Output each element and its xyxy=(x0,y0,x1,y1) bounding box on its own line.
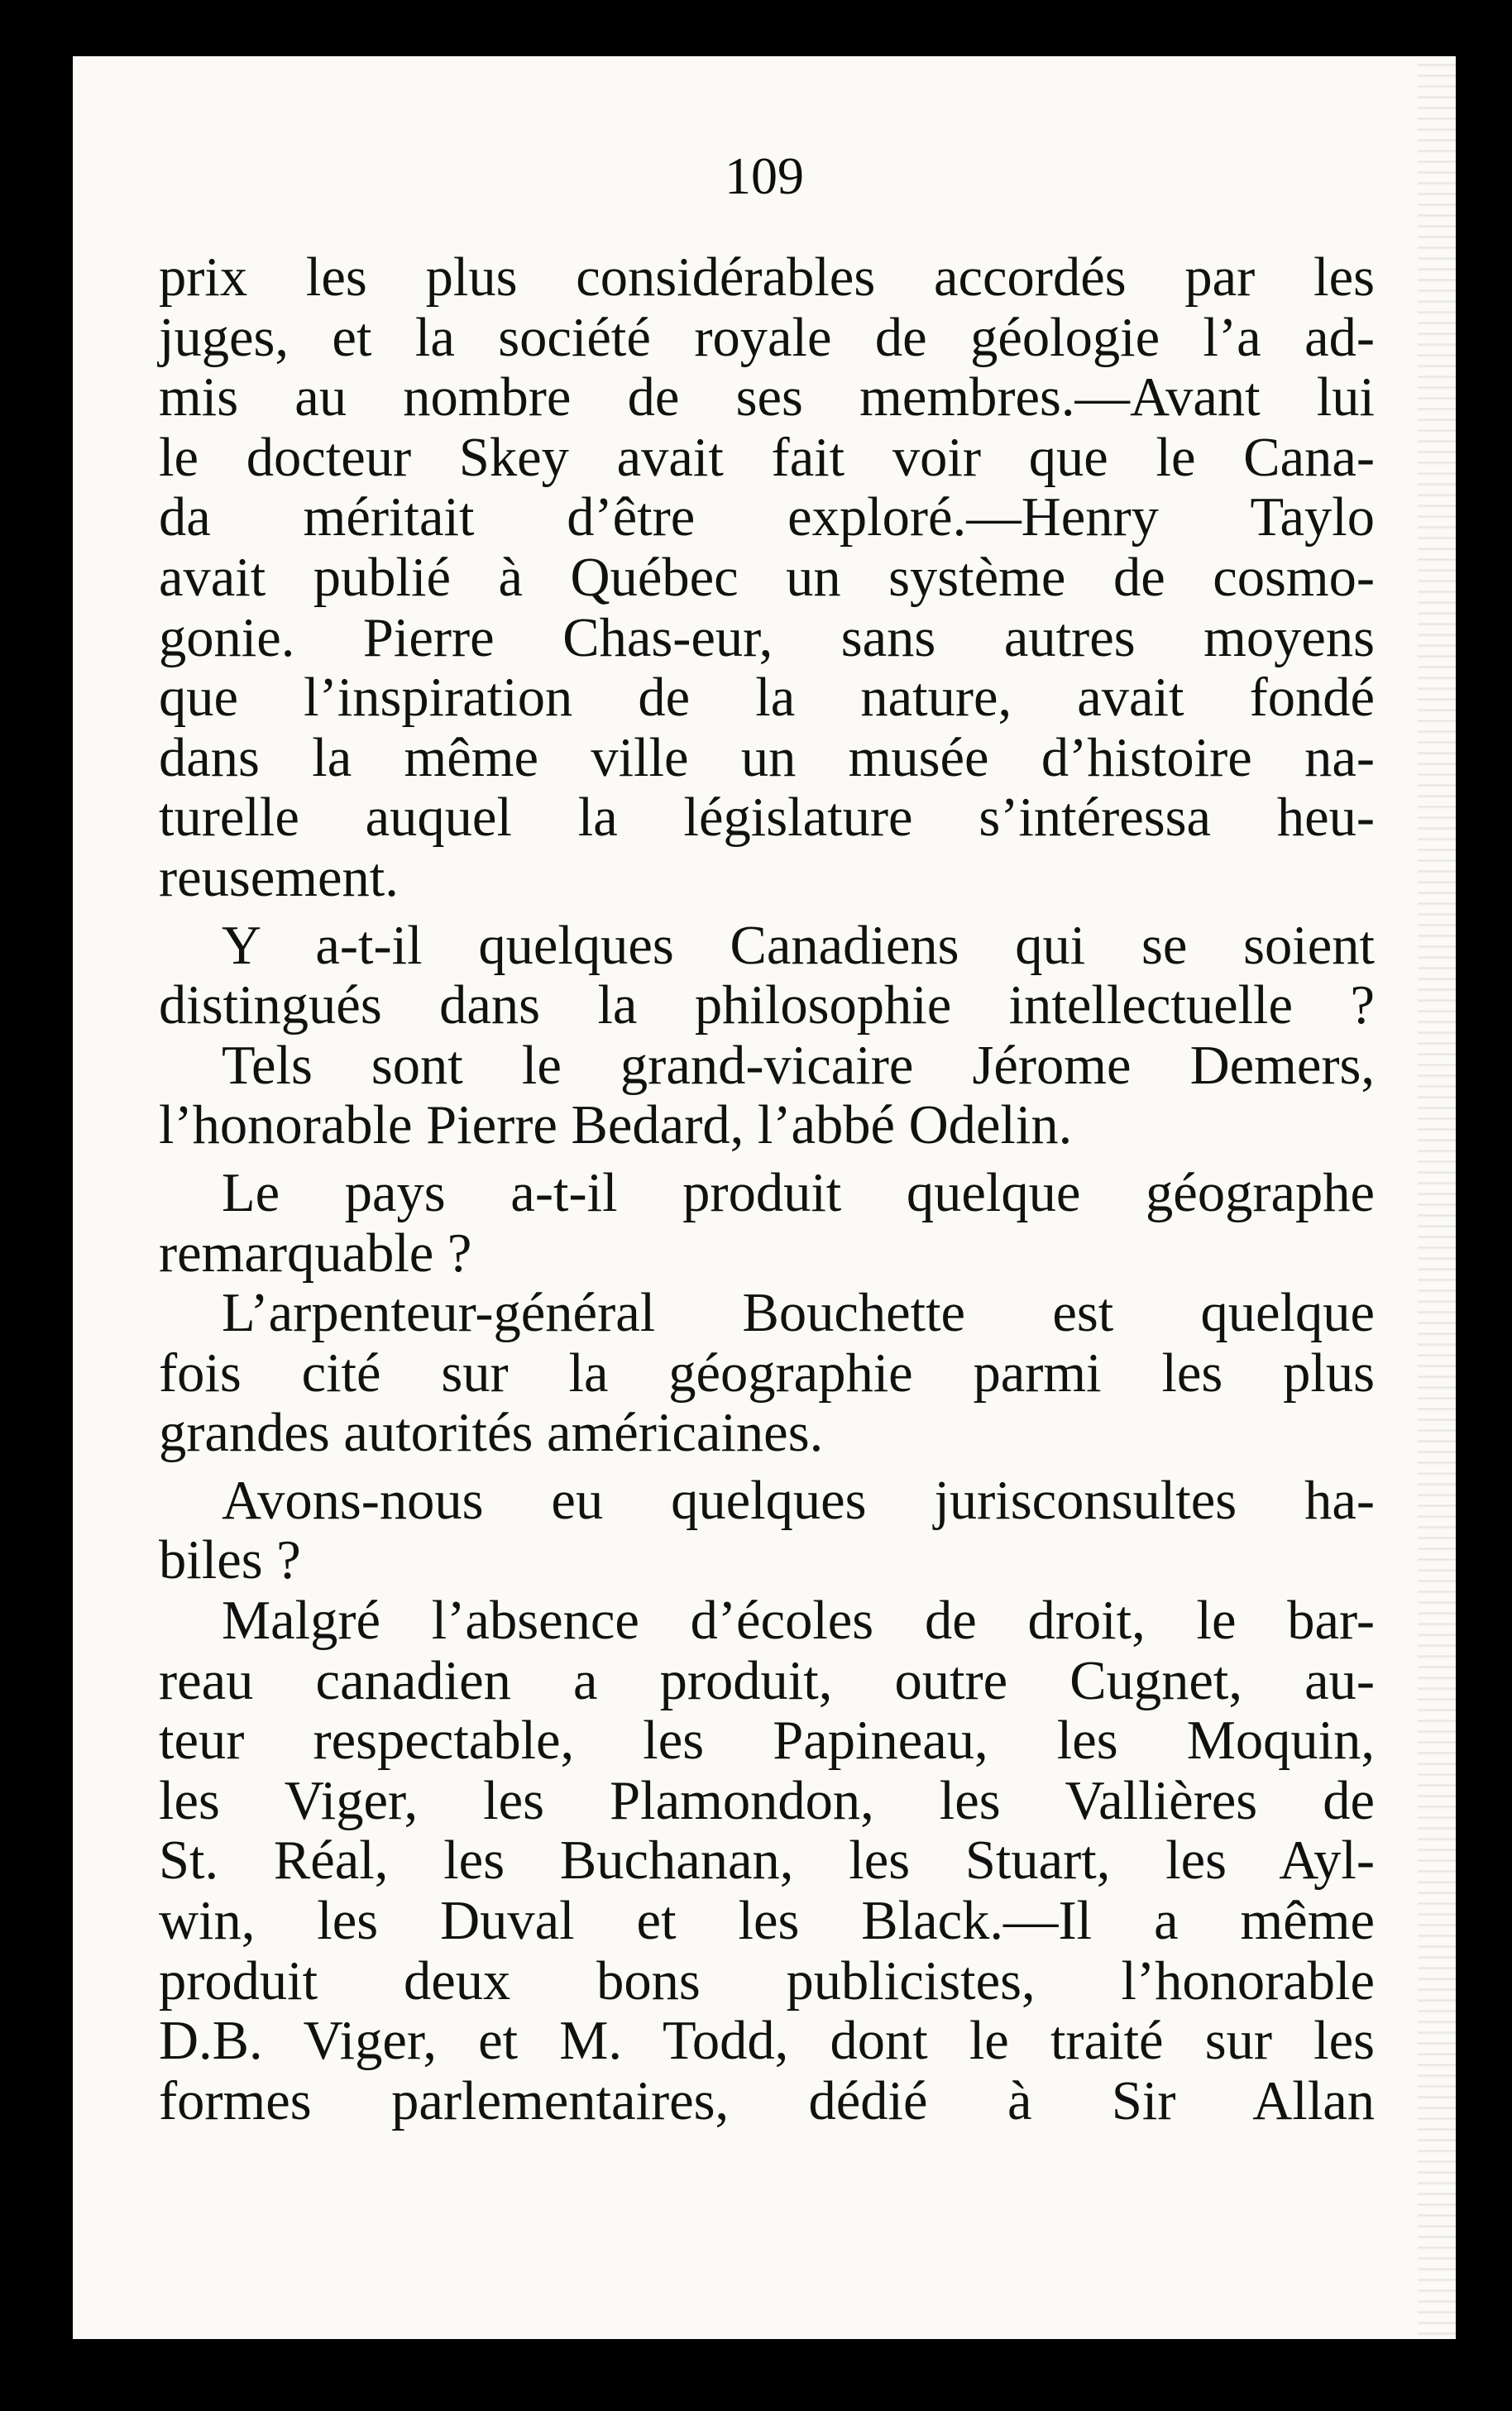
question-line: biles ? xyxy=(159,1530,301,1591)
page-number: 109 xyxy=(725,146,804,205)
question-line: Le pays a-t-il produit quelque géographe xyxy=(222,1162,1375,1223)
text-line: reusement. xyxy=(159,847,399,908)
text-line: que l’inspiration de la nature, avait fondé xyxy=(159,667,1375,729)
answer-line: Malgré l’absence d’écoles de droit, le bar- xyxy=(222,1591,1375,1652)
body-text xyxy=(159,248,1375,2131)
answer-line: Tels sont le grand-vicaire Jérome Demers, xyxy=(222,1035,1375,1096)
text-line: gonie. Pierre Chas-eur, sans autres moyens xyxy=(159,607,1375,668)
answer-line: formes parlementaires, dédié à Sir Allan xyxy=(159,2070,1375,2131)
book-page xyxy=(73,56,1456,2339)
text-line: avait publié à Québec un système de cosmo- xyxy=(159,547,1375,608)
answer-line: St. Réal, les Buchanan, les Stuart, les Ayl- xyxy=(159,1830,1375,1892)
question-line: Y a-t-il quelques Canadiens qui se soient xyxy=(222,915,1375,976)
answer-line: L’arpenteur-général Bouchette est quelque xyxy=(222,1283,1375,1344)
question-line: Avons-nous eu quelques jurisconsultes ha- xyxy=(222,1470,1375,1531)
answer-line: win, les Duval et les Black.—Il a même xyxy=(159,1891,1375,1952)
answer-line: produit deux bons publicistes, l’honorable xyxy=(159,1950,1375,2012)
text-line: da méritait d’être exploré.—Henry Taylo xyxy=(159,487,1375,548)
text-line: juges, et la société royale de géologie l’a ad- xyxy=(159,307,1375,368)
answer-line: grandes autorités américaines. xyxy=(159,1403,824,1464)
question-line: remarquable ? xyxy=(159,1222,472,1284)
answer-line: reau canadien a produit, outre Cugnet, au- xyxy=(159,1650,1375,1711)
text-line: le docteur Skey avait fait voir que le Cana- xyxy=(159,427,1375,488)
text-line: mis au nombre de ses membres.—Avant lui xyxy=(159,367,1375,428)
answer-line: fois cité sur la géographie parmi les plus xyxy=(159,1342,1375,1404)
answer-line: l’honorable Pierre Bedard, l’abbé Odelin. xyxy=(159,1095,1073,1156)
page-edge-shading xyxy=(1418,56,1456,2339)
text-line: dans la même ville un musée d’histoire na- xyxy=(159,727,1375,788)
answer-line: les Viger, les Plamondon, les Vallières de xyxy=(159,1770,1375,1831)
question-line: distingués dans la philosophie intellectuelle ? xyxy=(159,975,1375,1036)
answer-line: teur respectable, les Papineau, les Moquin, xyxy=(159,1710,1375,1772)
answer-line: D.B. Viger, et M. Todd, dont le traité sur les xyxy=(159,2011,1375,2072)
text-line: prix les plus considérables accordés par les xyxy=(159,247,1375,308)
text-line: turelle auquel la législature s’intéressa heu- xyxy=(159,787,1375,849)
